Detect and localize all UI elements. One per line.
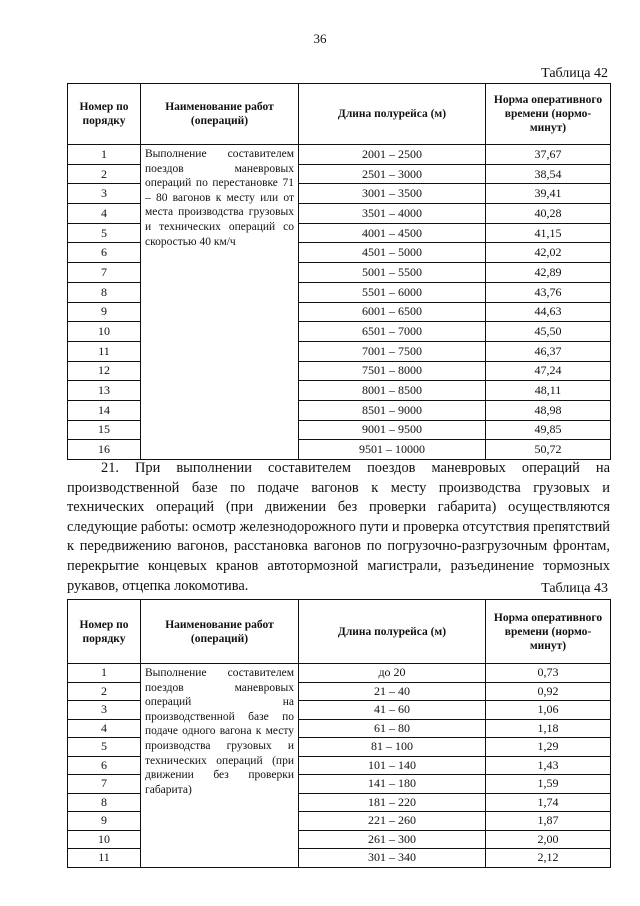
row-norm: 1,06 (486, 701, 611, 720)
row-number: 8 (68, 282, 141, 302)
header-number: Номер по порядку (68, 84, 141, 145)
row-norm: 39,41 (486, 184, 611, 204)
row-number: 6 (68, 243, 141, 263)
row-norm: 45,50 (486, 322, 611, 342)
row-length: 5001 – 5500 (299, 263, 486, 283)
row-number: 10 (68, 322, 141, 342)
table-42-body (68, 145, 611, 460)
row-length: 101 – 140 (299, 756, 486, 775)
table-42 (67, 83, 611, 460)
row-length: 6001 – 6500 (299, 302, 486, 322)
row-length: 141 – 180 (299, 775, 486, 794)
row-number: 10 (68, 830, 141, 849)
row-length: 21 – 40 (299, 682, 486, 701)
header-length: Длина полурейса (м) (299, 600, 486, 664)
row-length: 181 – 220 (299, 793, 486, 812)
row-norm: 0,73 (486, 664, 611, 683)
row-norm: 44,63 (486, 302, 611, 322)
row-length: 9001 – 9500 (299, 420, 486, 440)
row-number: 9 (68, 302, 141, 322)
row-norm: 47,24 (486, 361, 611, 381)
row-norm: 46,37 (486, 341, 611, 361)
row-norm: 42,89 (486, 263, 611, 283)
row-number: 9 (68, 812, 141, 831)
row-norm: 49,85 (486, 420, 611, 440)
row-norm: 42,02 (486, 243, 611, 263)
row-length: 4501 – 5000 (299, 243, 486, 263)
row-number: 13 (68, 381, 141, 401)
row-length: 61 – 80 (299, 719, 486, 738)
row-norm: 37,67 (486, 145, 611, 165)
header-work: Наименование работ (операций) (141, 84, 299, 145)
row-number: 14 (68, 400, 141, 420)
table-43-caption: Таблица 43 (541, 581, 608, 596)
row-number: 15 (68, 420, 141, 440)
table-42-caption: Таблица 42 (541, 66, 608, 81)
row-length: 221 – 260 (299, 812, 486, 831)
row-norm: 40,28 (486, 204, 611, 224)
paragraph-21-text: 21. При выполнении составителем поездов маневровых операций на производственной базе по подаче вагонов к месту производства грузовых и технических операций (при движении без проверки габарита) осуществляются следующие работы: осмотр железнодорожного пути и проверка отсутствия препятствий к передвижению вагонов, расстановка вагонов по погрузочно-разгрузочным фронтам, перекрытие концевых кранов автотормозной магистрали, разъединение тормозных рукавов, отцепка локомотива. (67, 460, 610, 594)
row-length: 7001 – 7500 (299, 341, 486, 361)
row-length: 7501 – 8000 (299, 361, 486, 381)
row-number: 7 (68, 263, 141, 283)
row-norm: 1,74 (486, 793, 611, 812)
row-number: 12 (68, 361, 141, 381)
page-number: 36 (313, 31, 327, 46)
row-norm: 2,00 (486, 830, 611, 849)
row-number: 1 (68, 664, 141, 683)
table-43-body (68, 664, 611, 868)
work-description: Выполнение составителем поездов маневровых операций по перестановке 71 – 80 вагонов к месту или от места производства грузовых и технических операций со скоростью 40 км/ч (141, 145, 299, 460)
row-number: 16 (68, 440, 141, 460)
row-norm: 38,54 (486, 164, 611, 184)
row-norm: 48,11 (486, 381, 611, 401)
table-43 (67, 599, 611, 868)
table-row (68, 664, 611, 683)
row-norm: 2,12 (486, 849, 611, 868)
row-norm: 50,72 (486, 440, 611, 460)
row-number: 4 (68, 204, 141, 224)
row-number: 5 (68, 738, 141, 757)
row-number: 2 (68, 682, 141, 701)
header-length: Длина полурейса (м) (299, 84, 486, 145)
row-length: 41 – 60 (299, 701, 486, 720)
row-length: 5501 – 6000 (299, 282, 486, 302)
row-length: 2501 – 3000 (299, 164, 486, 184)
row-norm: 1,18 (486, 719, 611, 738)
row-number: 3 (68, 184, 141, 204)
row-norm: 1,59 (486, 775, 611, 794)
row-length: 3501 – 4000 (299, 204, 486, 224)
row-number: 8 (68, 793, 141, 812)
row-length: 81 – 100 (299, 738, 486, 757)
row-length: 3001 – 3500 (299, 184, 486, 204)
row-length: 261 – 300 (299, 830, 486, 849)
row-number: 4 (68, 719, 141, 738)
table-row (68, 145, 611, 165)
work-description: Выполнение составителем поездов маневровых операций на производственной базе по подаче одного вагона к месту производства грузовых и технических операций (при движении без проверки габарита) (141, 664, 299, 868)
paragraph-21 (67, 459, 610, 596)
row-number: 11 (68, 341, 141, 361)
row-length: 2001 – 2500 (299, 145, 486, 165)
row-length: 8501 – 9000 (299, 400, 486, 420)
row-length: 301 – 340 (299, 849, 486, 868)
row-norm: 1,87 (486, 812, 611, 831)
row-length: 8001 – 8500 (299, 381, 486, 401)
row-norm: 1,43 (486, 756, 611, 775)
row-number: 5 (68, 223, 141, 243)
row-norm: 41,15 (486, 223, 611, 243)
row-norm: 1,29 (486, 738, 611, 757)
row-number: 7 (68, 775, 141, 794)
header-work: Наименование работ (операций) (141, 600, 299, 664)
row-number: 1 (68, 145, 141, 165)
row-length: до 20 (299, 664, 486, 683)
row-number: 2 (68, 164, 141, 184)
row-number: 3 (68, 701, 141, 720)
row-length: 9501 – 10000 (299, 440, 486, 460)
row-number: 11 (68, 849, 141, 868)
row-number: 6 (68, 756, 141, 775)
header-norm: Норма оперативного времени (нормо-минут) (486, 84, 611, 145)
row-norm: 43,76 (486, 282, 611, 302)
row-length: 6501 – 7000 (299, 322, 486, 342)
header-number: Номер по порядку (68, 600, 141, 664)
header-norm: Норма оперативного времени (нормо-минут) (486, 600, 611, 664)
row-norm: 48,98 (486, 400, 611, 420)
row-norm: 0,92 (486, 682, 611, 701)
row-length: 4001 – 4500 (299, 223, 486, 243)
